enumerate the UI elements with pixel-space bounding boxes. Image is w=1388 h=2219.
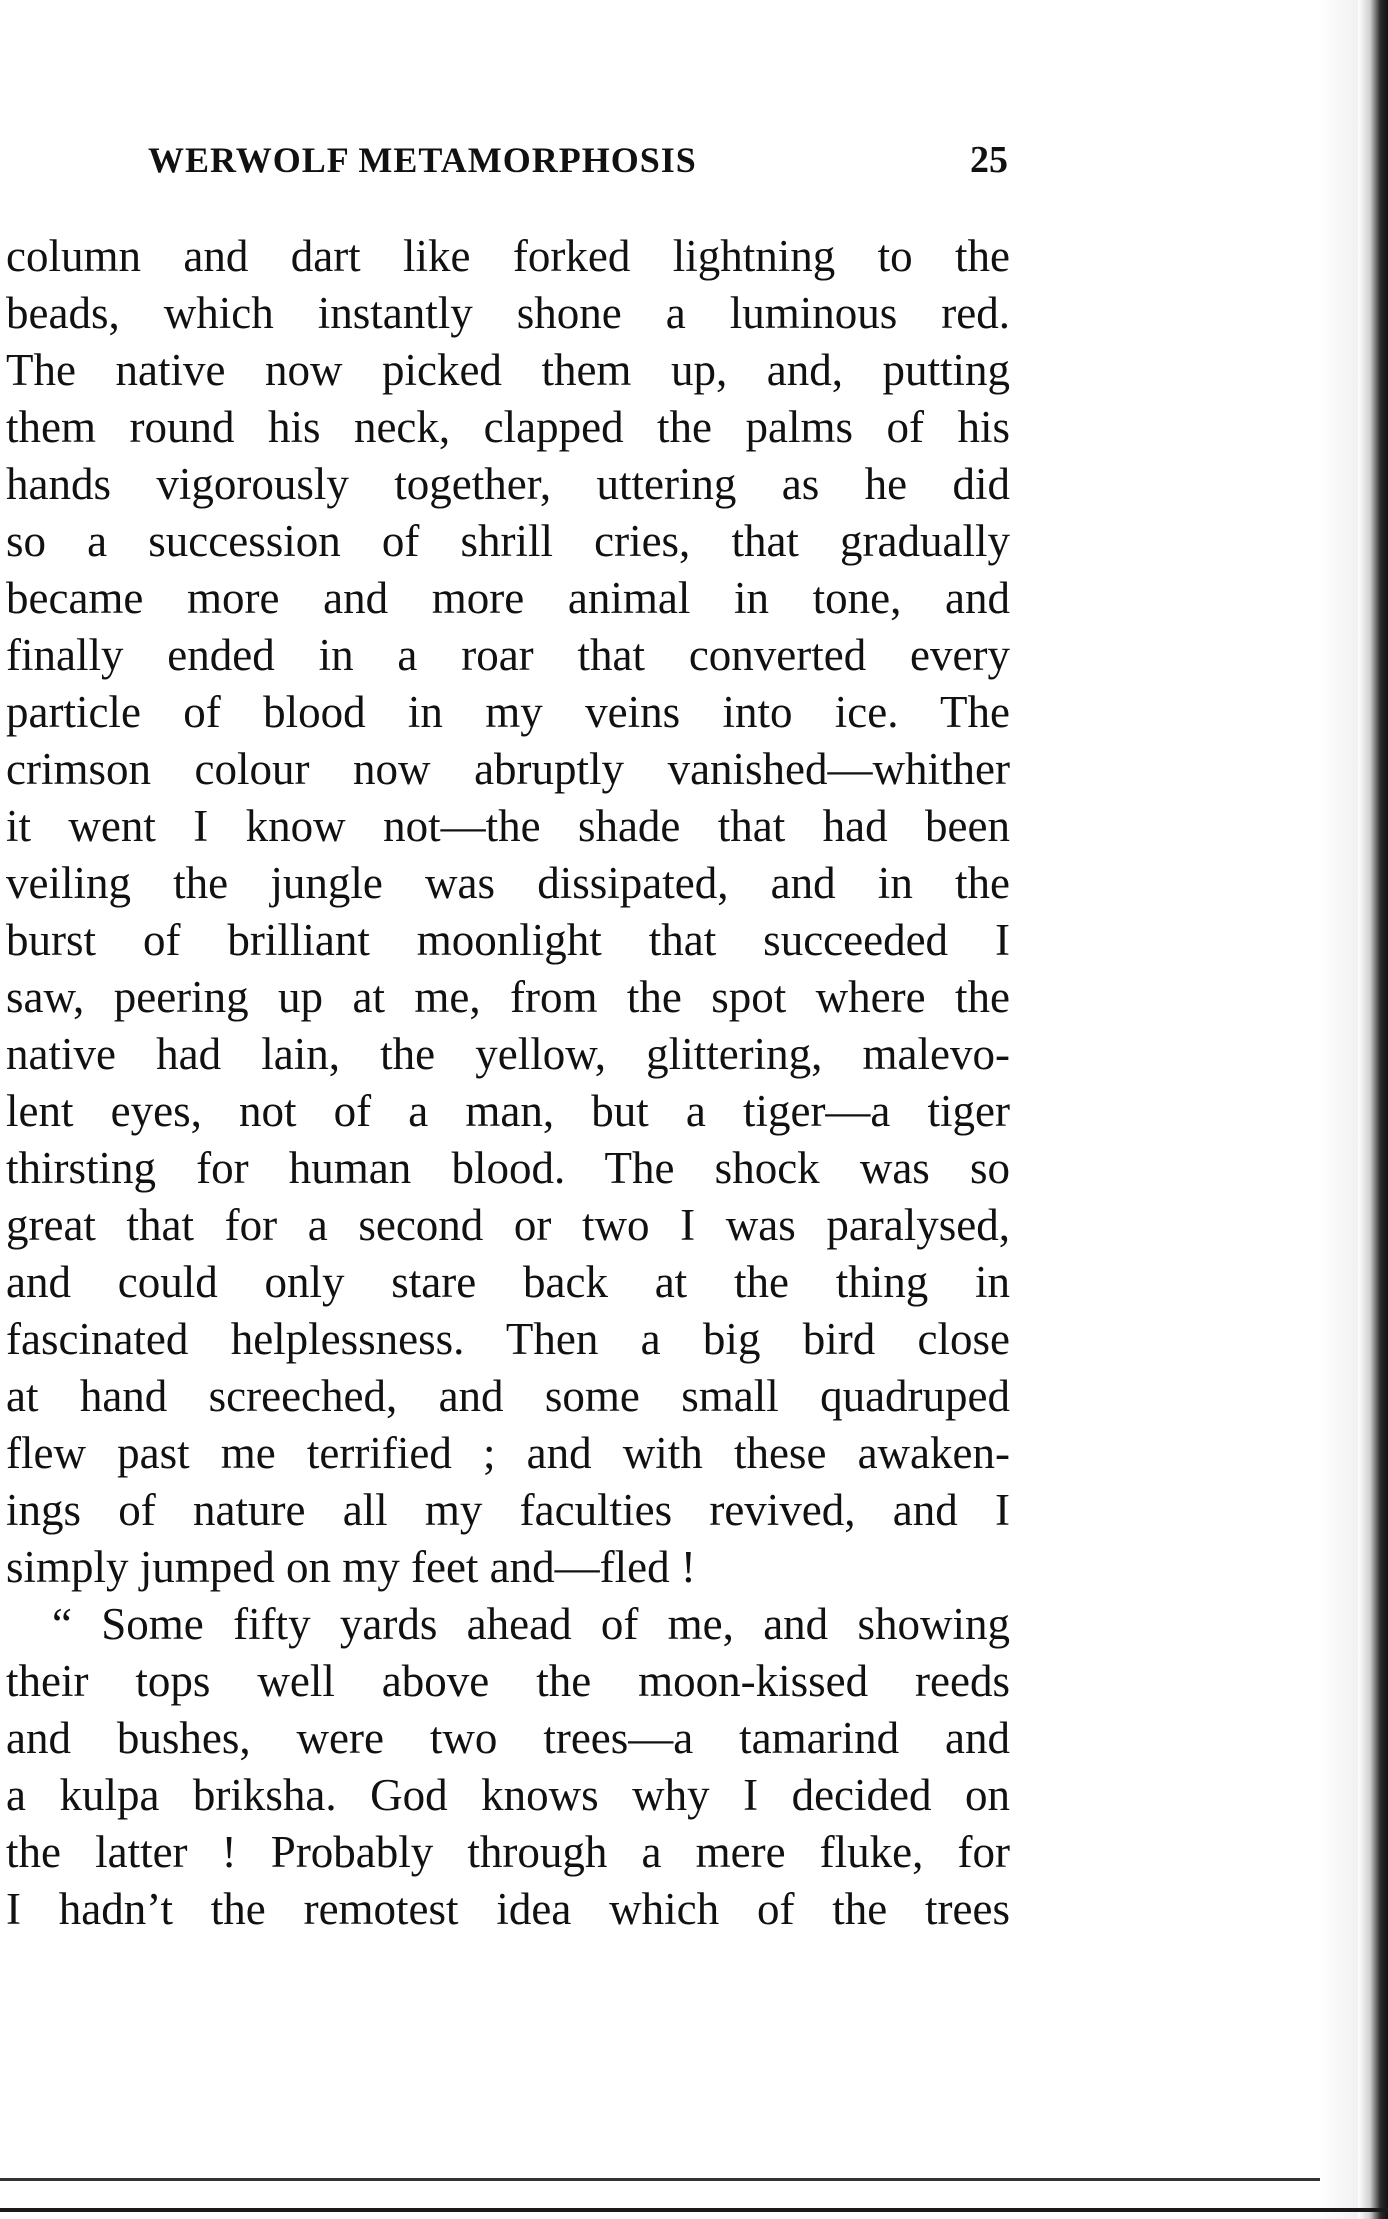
text-line: beads, which instantly shone a luminous red.	[6, 288, 1010, 338]
page-header	[148, 130, 1008, 190]
text-line: The native now picked them up, and, putting	[6, 345, 1010, 395]
text-line: so a succession of shrill cries, that gradually	[6, 516, 1010, 566]
text-line: it went I know not—the shade that had been	[6, 801, 1010, 851]
text-line: saw, peering up at me, from the spot where the	[6, 972, 1010, 1022]
text-line: great that for a second or two I was paralysed,	[6, 1200, 1010, 1250]
running-head: WERWOLF METAMORPHOSIS	[148, 140, 697, 180]
text-line: veiling the jungle was dissipated, and in the	[6, 858, 1010, 908]
page-number: 25	[970, 139, 1008, 181]
text-line: a kulpa briksha. God knows why I decided on	[6, 1770, 1010, 1820]
text-line: particle of blood in my veins into ice. The	[6, 687, 1010, 737]
text-line: fascinated helplessness. Then a big bird close	[6, 1314, 1010, 1364]
text-line: the latter ! Probably through a mere fluke, for	[6, 1827, 1010, 1877]
text-line: their tops well above the moon-kissed reeds	[6, 1656, 1010, 1706]
text-line: lent eyes, not of a man, but a tiger—a tiger	[6, 1086, 1010, 1136]
text-line: thirsting for human blood. The shock was so	[6, 1143, 1010, 1193]
page-bottom-rule	[0, 2178, 1320, 2181]
text-line: simply jumped on my feet and—fled !	[6, 1542, 696, 1592]
body-text	[0, 228, 1010, 1938]
text-line: hands vigorously together, uttering as he did	[6, 459, 1010, 509]
text-line: and could only stare back at the thing in	[6, 1257, 1010, 1307]
text-line: flew past me terrified ; and with these awaken-	[6, 1428, 1010, 1478]
text-line: “ Some fifty yards ahead of me, and showing	[52, 1599, 1010, 1649]
page-edge-shading	[1318, 0, 1358, 2219]
text-line: and bushes, were two trees—a tamarind and	[6, 1713, 1010, 1763]
text-line: at hand screeched, and some small quadruped	[6, 1371, 1010, 1421]
text-line: ings of nature all my faculties revived, and I	[6, 1485, 1010, 1535]
page-edge-shadow	[1358, 0, 1388, 2219]
text-line: finally ended in a roar that converted every	[6, 630, 1010, 680]
text-line: crimson colour now abruptly vanished—whither	[6, 744, 1010, 794]
text-line: became more and more animal in tone, and	[6, 573, 1010, 623]
page-bottom-edge	[0, 2208, 1388, 2212]
text-line: burst of brilliant moonlight that succeeded I	[6, 915, 1010, 965]
text-line: I hadn’t the remotest idea which of the trees	[6, 1884, 1010, 1934]
text-line: column and dart like forked lightning to the	[6, 231, 1010, 281]
text-line: them round his neck, clapped the palms of his	[6, 402, 1010, 452]
text-line: native had lain, the yellow, glittering, malevo-	[6, 1029, 1010, 1079]
